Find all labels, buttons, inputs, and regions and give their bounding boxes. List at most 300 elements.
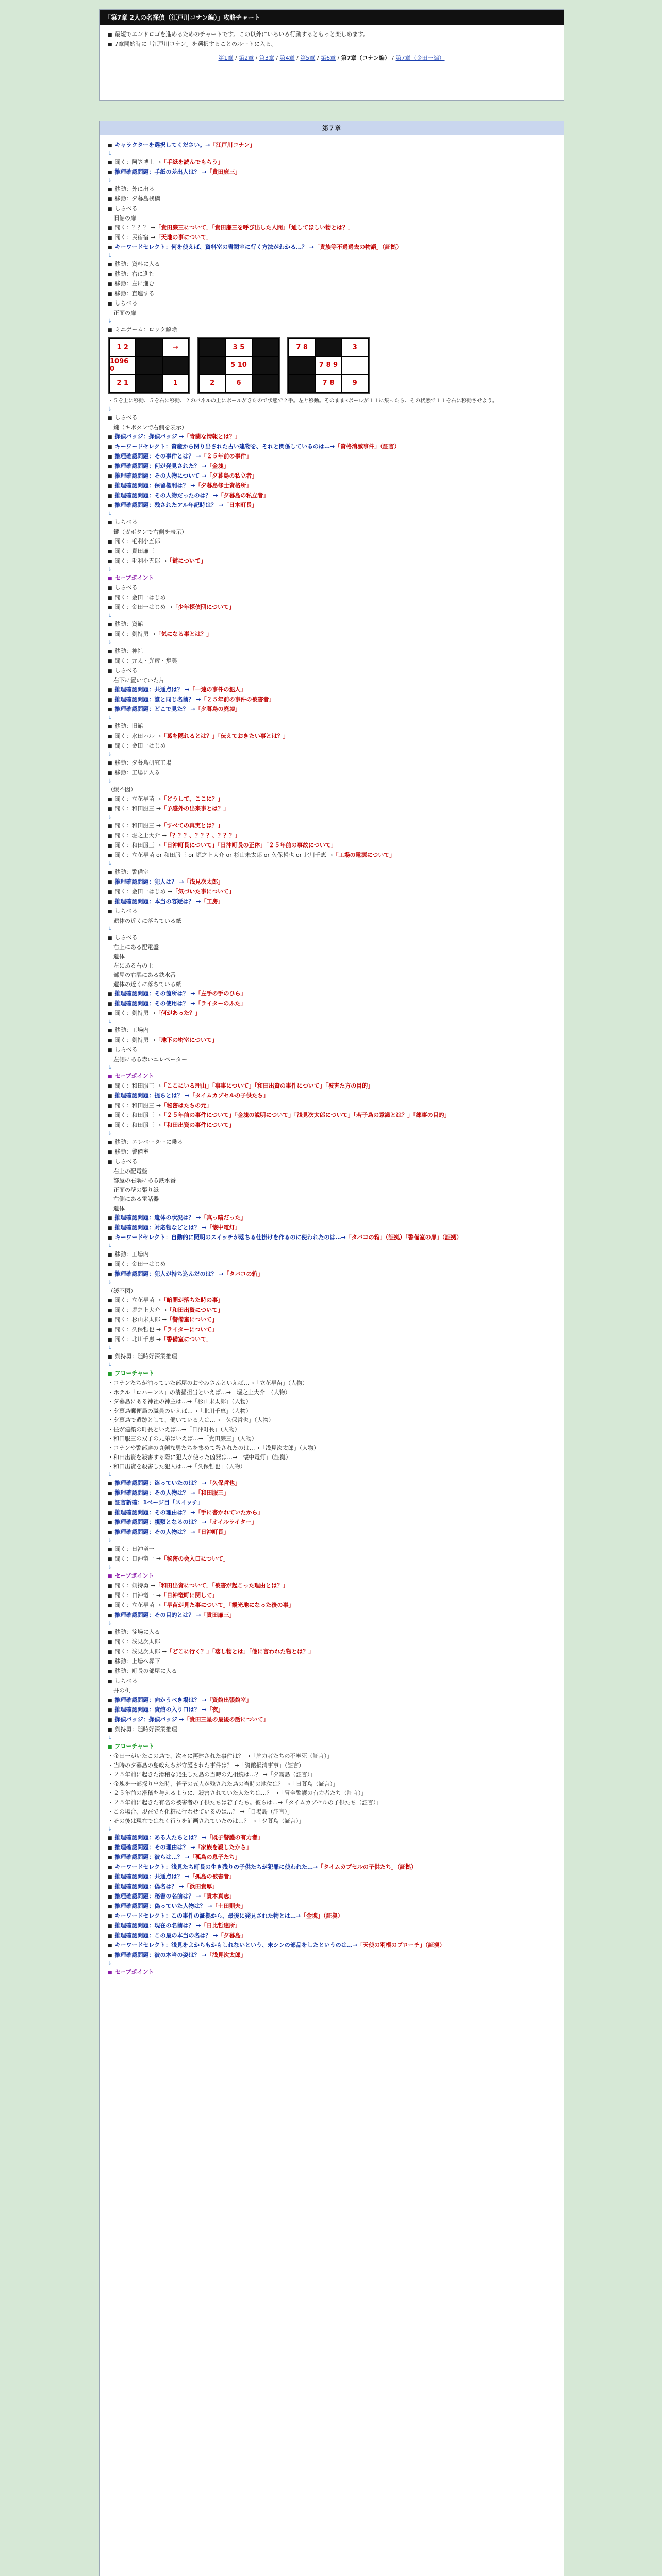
- page-title: 「第7章 2人の名探偵（江戸川コナン編）」攻略チャート: [100, 10, 564, 25]
- step-answer: 「金塊」（証拠）: [301, 1912, 343, 1919]
- chart-step: [108, 794, 555, 804]
- step-label: 移動：右に進む: [114, 270, 155, 277]
- chart-note: ・２５年前に起きた滑稽な発生した島の当時の先相続は…？ →「夕霧島（証言）」: [108, 1771, 316, 1778]
- puzzle-cell: 7 8: [316, 375, 341, 392]
- chart-step: [108, 1892, 555, 1902]
- step-label: 推理確認問題：その人物は？ →: [114, 1529, 195, 1535]
- step-answer: 「オイルライター」: [206, 1519, 257, 1526]
- step-answer: 「すべての真実とは？」: [161, 822, 224, 829]
- step-answer: 「夜」: [206, 1706, 224, 1713]
- step-answer: 「金塊」: [206, 463, 229, 469]
- step-label: 移動：淀場に入る: [114, 1629, 160, 1635]
- nav-separator: /: [315, 55, 321, 61]
- step-label: 推理確認問題：秘書の名前は？ →: [114, 1893, 201, 1900]
- puzzle-cell: [136, 339, 161, 356]
- step-answer: 「一連の事件の犯人」: [189, 686, 246, 693]
- step-label: 移動：左に進む: [114, 280, 155, 287]
- puzzle-cell: 3: [342, 339, 368, 356]
- chart-step: [108, 260, 555, 269]
- step-answer: 「早苗が見た事について」「観光地になった後の事」: [161, 1602, 294, 1608]
- step-label: 推理確認問題：ある人たちとは？ →: [114, 1834, 207, 1841]
- chapter-nav-link[interactable]: 第6章: [321, 55, 336, 61]
- chart-step: [108, 1045, 555, 1055]
- step-label: 推理確認問題：誰と同じ名前？ →: [114, 696, 201, 703]
- step-answer: 「警備室について」: [161, 1336, 212, 1343]
- step-label: 聞く：剣持勇 →: [114, 1582, 156, 1589]
- step-label: 推理確認問題：現在の名前は？ →: [114, 1922, 201, 1929]
- step-answer: 「天地の事について」: [155, 234, 212, 241]
- chart-step: [108, 556, 555, 566]
- step-label: キーワードセレクト：何を使えば、資料室の書類室に行く方法がわかる…？ →: [114, 244, 315, 250]
- step-answer: 「２５年前の事件について」「金塊の説明について」「浅見次太郎について」「若子島の意識とは？」「練事の目的」: [161, 1112, 450, 1118]
- chart-note: ・夕暮島にある神社の神主は…→「杉山未太郎」（人物）: [108, 1398, 252, 1405]
- step-label: 推理確認問題：手紙の差出人は？ →: [114, 168, 207, 175]
- step-label: 聞く：阿笠博士 →: [114, 159, 161, 165]
- chart-step: [108, 1121, 555, 1130]
- chart-note: ・和田服三の双子の兄弟はいえば…→「貴田廉三」（人物）: [108, 1435, 257, 1442]
- chart-step: [108, 233, 555, 243]
- arrow-down: ↓: [108, 715, 112, 721]
- arrow-down: ↓: [108, 861, 112, 867]
- chapter-nav-link[interactable]: 第3章: [259, 55, 274, 61]
- flowchart-heading: ■ フローチャート: [108, 1369, 555, 1379]
- step-label: 移動：資館: [114, 621, 143, 628]
- arrow-down: ↓: [108, 1621, 112, 1626]
- step-answer: 「手に書かれていたから」: [195, 1509, 263, 1516]
- step-label: 証言新確：1ページ目「スイッチ」: [114, 1499, 204, 1506]
- step-label: 推理確認問題：提ちとは？ →: [114, 1092, 190, 1099]
- step-label: しらべる: [114, 908, 138, 914]
- step-label: 聞く：金田一はじめ: [114, 1261, 166, 1267]
- note-line: ■ 最短でエンドロゴを進めるためのチャートです。この以外にいろいろ行動するともっと楽しめます。: [108, 30, 555, 40]
- chart-step: [108, 1911, 555, 1921]
- chart-step: [108, 1853, 555, 1862]
- chart-step: [108, 1833, 555, 1843]
- chart-step: [108, 1921, 555, 1931]
- step-answer: 「貴田三星の最後の話について」: [184, 1716, 269, 1723]
- chart-step: [108, 1260, 555, 1269]
- chart-step: [108, 1233, 555, 1243]
- chart-step: [108, 887, 555, 897]
- chart-step: [108, 877, 555, 887]
- chart-step: [108, 547, 555, 556]
- step-label: 剣持勇：随時好深業推理: [114, 1726, 177, 1733]
- step-label: キャラクターを選択してください。→: [114, 142, 210, 148]
- arrow-down: ↓: [108, 178, 112, 183]
- step-answer: 「タイムカプセルの子供たち」（証拠）: [318, 1863, 417, 1870]
- chart-step: [108, 462, 555, 471]
- chart-step: [108, 666, 555, 676]
- chart-step: [108, 1591, 555, 1601]
- step-answer: 「貴田廉三について」「貴田廉三を呼び出した人間」「通してほしい物とは？」: [155, 224, 354, 231]
- chart-step: [108, 1628, 555, 1637]
- step-answer: 「資館出張館室」: [206, 1697, 252, 1703]
- arrow-down: ↓: [108, 613, 112, 619]
- save-point: ■ セーブポイント: [108, 573, 555, 583]
- step-answer: 「和田服三」: [195, 1489, 229, 1496]
- step-answer: 「夕暮島修士資格所」: [195, 482, 252, 489]
- arrow-down: ↓: [108, 318, 112, 324]
- chart-step: [108, 1352, 555, 1362]
- step-answer: 「ライターについて」: [161, 1326, 218, 1333]
- chart-step: [108, 1091, 555, 1101]
- step-label: 推理確認問題：その目的とは？ →: [114, 1612, 201, 1618]
- chapter-nav-link[interactable]: 第4章: [279, 55, 295, 61]
- step-label: 聞く：浅見次太郎 →: [114, 1648, 167, 1655]
- lock-puzzle: [108, 337, 555, 394]
- arrow-down: ↓: [108, 567, 112, 572]
- chart-step: [108, 722, 555, 732]
- chart-step: [108, 1026, 555, 1036]
- step-label: 聞く：剣持勇 →: [114, 1037, 156, 1043]
- step-label: 推理確認問題：彼らは…？ →: [114, 1854, 190, 1860]
- arrow-down: ↓: [108, 778, 112, 784]
- chart-step: [108, 413, 555, 423]
- step-label: 聞く：貴田廉三: [114, 548, 155, 554]
- arrow-down: ↓: [108, 1065, 112, 1071]
- nav-separator: /: [233, 55, 239, 61]
- step-answer: 「どうして、ここに？」: [161, 795, 224, 802]
- step-label: 推理確認問題：犯人が持ち込んだのは？ →: [114, 1270, 224, 1277]
- chart-step: [108, 194, 555, 204]
- step-answer: 「タバコの箱」（証拠）「警備室の扉」（証拠）: [345, 1234, 462, 1241]
- chart-step: [108, 989, 555, 999]
- chart-step: [108, 1725, 555, 1735]
- step-label: 移動：外に出る: [114, 185, 155, 192]
- step-label: 探偵バッジ：探偵バッジ →: [114, 1716, 184, 1723]
- arrow-down: ↓: [108, 1565, 112, 1570]
- step-label: 推理確認問題：その事件とは？ →: [114, 453, 201, 460]
- arrow-down: ↓: [108, 1345, 112, 1351]
- puzzle-cell: 1096 0: [110, 357, 135, 374]
- step-label: しらべる: [114, 934, 138, 941]
- chart-step: [108, 1951, 555, 1960]
- step-label: 推理確認問題：資館の入り口は？ →: [114, 1706, 207, 1713]
- save-point: ■ セーブポイント: [108, 1072, 555, 1081]
- chart-step: [108, 204, 555, 214]
- step-answer: 「秘密はたちの元」: [161, 1102, 212, 1109]
- step-label: 聞く：民宿宿 →: [114, 234, 156, 241]
- step-label: 剣持勇：随時好深業推理: [114, 1353, 177, 1360]
- chart-step: [108, 1213, 555, 1223]
- arrow-down: ↓: [108, 1131, 112, 1137]
- chart-step: [108, 758, 555, 768]
- chart-step: [108, 1325, 555, 1335]
- step-label: 聞く：毛利小五郎: [114, 538, 160, 545]
- step-label: 聞く：和田服三 →: [114, 805, 161, 812]
- step-label: 推理確認問題：その人物について →: [114, 472, 207, 479]
- chapter-nav: [108, 54, 555, 62]
- step-label: 聞く：元太・光彦・歩美: [114, 657, 177, 664]
- chapter-nav-link[interactable]: 第1章: [218, 55, 234, 61]
- step-answer: 「少年探偵団について」: [172, 604, 235, 611]
- chapter-nav-link[interactable]: 第7章（金田一編）: [395, 55, 445, 61]
- chart-step: [108, 897, 555, 907]
- arrow-down: ↓: [108, 151, 112, 157]
- step-label: 移動：旧館: [114, 723, 143, 730]
- chart-step: [108, 1147, 555, 1157]
- step-label: 聞く：金田一はじめ: [114, 594, 166, 601]
- chart-step: [108, 1902, 555, 1911]
- step-answer: 「工房」: [201, 898, 224, 905]
- step-label: しらべる: [114, 519, 138, 526]
- chart-step: [108, 1872, 555, 1882]
- chart-note: ・和田出資を殺害する際に犯人が使った凶器は…→「懐中電灯」（証拠）: [108, 1454, 291, 1461]
- step-label: キーワードセレクト：自動的に照明のスイッチが落ちる仕掛けを作るのに使われたのは…→: [114, 1234, 346, 1241]
- chart-note: 左側にある赤いエレベーター: [108, 1056, 187, 1063]
- step-label: 推理確認問題：共通点は？ →: [114, 1873, 190, 1880]
- step-label: 推理確認問題：その箇所は？ →: [114, 990, 195, 997]
- chart-note: ・この場合、現在でも化粧に行わせているのは…？ →「日湯島（証言）」: [108, 1808, 293, 1815]
- arrow-down: ↓: [108, 511, 112, 517]
- arrow-down: ↓: [108, 253, 112, 259]
- chart-step: [108, 1882, 555, 1892]
- chart-step: [108, 501, 555, 511]
- step-label: 聞く：立花早苗 or 和田服三 or 堀之上大介 or 杉山未太郎 or 久保哲也 or 北川千恵 →: [114, 852, 333, 858]
- note-line: ■ 7章開始時に「江戸川コナン」を選択することのルートに入る。: [108, 40, 555, 49]
- chart-step: [108, 1306, 555, 1315]
- chart-step: [108, 141, 555, 150]
- chart-note: ・夕暮島郵便局の職員のいえば…→「北川千恵」（人物）: [108, 1408, 252, 1414]
- puzzle-cell: 3 5: [226, 339, 251, 356]
- step-answer: 「ライターのふた」: [195, 1000, 246, 1007]
- step-label: 聞く：和田服三 →: [114, 842, 161, 849]
- chart-note: ・ホテル「ロハーンス」の清掃担当といえば…→「堀之上大介」（人物）: [108, 1389, 291, 1396]
- step-label: しらべる: [114, 667, 138, 674]
- flowchart-heading: ■ フローチャート: [108, 1742, 555, 1752]
- step-label: 推理確認問題：この最の本当の名は？ →: [114, 1932, 218, 1939]
- step-label: 聞く：？？？ →: [114, 224, 156, 231]
- chart-step: [108, 1009, 555, 1019]
- chart-step: [108, 907, 555, 917]
- chart-step: [108, 325, 555, 335]
- arrow-down: ↓: [108, 406, 112, 412]
- step-answer: 「天使の羽根のブローチ」（証拠）: [357, 1942, 445, 1948]
- chart-step: [108, 1657, 555, 1667]
- chart-step: [108, 223, 555, 233]
- step-label: 聞く：日沖竜一 →: [114, 1555, 161, 1562]
- chapter-nav-link[interactable]: 第5章: [300, 55, 316, 61]
- chart-note: 鍵（キボタンで右側を表示）: [108, 424, 187, 431]
- step-label: 聞く：日沖竜一 →: [114, 1592, 161, 1599]
- puzzle-cell: 6: [226, 375, 251, 392]
- nav-separator: /: [274, 55, 280, 61]
- step-label: 聞く：日沖竜一: [114, 1546, 155, 1552]
- chart-step: [108, 741, 555, 751]
- chart-step: [108, 1138, 555, 1147]
- step-label: 推理確認問題：その人物は？ →: [114, 1489, 195, 1496]
- header-body: [100, 25, 564, 67]
- step-answer: 「貴田廉三」: [201, 1612, 235, 1618]
- step-label: 探偵バッジ：探偵バッジ →: [114, 433, 184, 440]
- step-answer: 「？？？、？？？、？？？」: [167, 832, 241, 839]
- step-answer: 「どこに行く？」「落し物とは」「他に言われた物とは？」: [167, 1648, 315, 1655]
- chart-note: ・コナンたちが泊っていた部屋のおやみさんといえば…→「立花早苗」（人物）: [108, 1380, 308, 1386]
- nav-separator: /: [254, 55, 259, 61]
- chart-step: [108, 1036, 555, 1045]
- step-label: 聞く：毛利小五郎 →: [114, 557, 167, 564]
- step-label: 聞く：金田一はじめ: [114, 742, 166, 749]
- save-point: ■ セーブポイント: [108, 1968, 555, 1977]
- chart-note: 部屋の右隅にある鉄水番: [108, 1177, 176, 1184]
- step-label: しらべる: [114, 584, 138, 591]
- step-label: 移動：上場へ昇下: [114, 1658, 160, 1665]
- chart-step: [108, 491, 555, 501]
- arrow-down: ↓: [108, 1362, 112, 1368]
- chart-step: [108, 452, 555, 462]
- step-label: 移動：警備室: [114, 869, 149, 875]
- step-label: キーワードセレクト：資産から関り出された古い建物を、それと関係しているのは…→: [114, 443, 335, 450]
- step-answer: 「地下の密室について」: [155, 1037, 218, 1043]
- arrow-down: ↓: [108, 926, 112, 932]
- chart-note: 正面の扉: [108, 310, 136, 316]
- step-label: 聞く：金田一はじめ →: [114, 604, 173, 611]
- puzzle-cell: 2: [200, 375, 225, 392]
- step-answer: 「貴田廉三」: [206, 168, 241, 175]
- chart-step: [108, 647, 555, 656]
- puzzle-cell: [136, 375, 161, 392]
- step-label: 移動：工場に入る: [114, 769, 160, 776]
- chart-step: [108, 630, 555, 639]
- step-answer: 「青蘭な情報とは？」: [184, 433, 241, 440]
- step-answer: 「家族を殺したから」: [195, 1844, 252, 1851]
- chart-step: [108, 1931, 555, 1941]
- chart-note: 右側にある電話器: [108, 1196, 159, 1202]
- chart-step: [108, 184, 555, 194]
- chart-step: [108, 442, 555, 452]
- step-answer: 「葛を隠れるとは？」「伝えておきたい事とは？」: [161, 733, 289, 739]
- step-answer: 「ここにいる理由」「事事について」「和田出資の事件について」「被害た方の目的」: [161, 1082, 374, 1089]
- chart-step: [108, 831, 555, 841]
- step-label: しらべる: [114, 1677, 138, 1684]
- step-label: 移動：神社: [114, 648, 143, 654]
- step-label: 推理確認問題：共通点は？ →: [114, 686, 190, 693]
- chart-step: [108, 603, 555, 613]
- puzzle-cell: [253, 339, 278, 356]
- step-answer: 「既子警護の有力者」: [206, 1834, 263, 1841]
- arrow-down: ↓: [108, 1826, 112, 1832]
- chart-step: [108, 1667, 555, 1676]
- step-label: 推理確認問題：親類となるのは？ →: [114, 1519, 207, 1526]
- step-label: 移動：直進する: [114, 290, 155, 297]
- arrow-down: ↓: [108, 1019, 112, 1025]
- save-point: ■ セーブポイント: [108, 1571, 555, 1581]
- chart-note: 遺体の近くに落ちている紙: [108, 981, 181, 988]
- chart-note: 遺体: [108, 1205, 125, 1212]
- step-label: 推理確認問題：向かうべき場は？ →: [114, 1697, 207, 1703]
- chart-step: [108, 1081, 555, 1091]
- step-answer: 「秘密の会入口について」: [161, 1555, 229, 1562]
- step-label: 聞く：立花早苗 →: [114, 795, 161, 802]
- step-answer: 「貴族等不過過去の物語」（証拠）: [314, 244, 402, 250]
- step-answer: 「手紙を読んでもらう」: [161, 159, 224, 165]
- chart-note: 右下に置いていた片: [108, 677, 164, 684]
- step-label: 推理確認問題：その人物だったのは？ →: [114, 492, 218, 499]
- step-label: 移動：資料に入る: [114, 261, 160, 267]
- chart-step: [108, 243, 555, 252]
- step-label: 推理確認問題：その理由は？ →: [114, 1509, 195, 1516]
- chart-step: [108, 583, 555, 593]
- chart-step: [108, 481, 555, 491]
- step-answer: 「孤島の被害者」: [189, 1873, 235, 1880]
- step-answer: 「日比哲達所」: [201, 1922, 241, 1929]
- chart-step: [108, 999, 555, 1009]
- chapter-nav-link[interactable]: 第2章: [239, 55, 254, 61]
- nav-separator: /: [294, 55, 301, 61]
- step-answer: 「タバコの箱」: [223, 1270, 263, 1277]
- chapter-title: 第７章: [100, 121, 564, 135]
- step-answer: 「日沖町長について」「日沖町長の正体」「２５年前の事故について」: [161, 842, 337, 849]
- puzzle-cell: [316, 339, 341, 356]
- chart-note: ・金田一がいたこの島で、次々に再建された事件は？ →「危力者たちの不審死（証言）」: [108, 1753, 333, 1759]
- puzzle-cell: [163, 357, 188, 374]
- chart-step: [108, 685, 555, 695]
- puzzle-cell: 1: [163, 375, 188, 392]
- chart-step: [108, 1545, 555, 1554]
- step-answer: 「和田出資について」: [167, 1307, 224, 1313]
- step-answer: 「警備室について」: [167, 1316, 218, 1323]
- step-label: 聞く：和田服三 →: [114, 1122, 161, 1128]
- chart-step: [108, 851, 555, 860]
- step-label: 聞く：杉山未太郎 →: [114, 1316, 167, 1323]
- step-label: 聞く：堀之上大介 →: [114, 832, 167, 839]
- puzzle-cell: 7 8: [289, 339, 315, 356]
- chart-step: [108, 1488, 555, 1498]
- arrow-down: ↓: [108, 1735, 112, 1741]
- step-answer: 「夕暮島の私立者」: [218, 492, 269, 499]
- chart-step: [108, 1315, 555, 1325]
- step-label: 推理確認問題：本当の容疑は？ →: [114, 898, 201, 905]
- step-label: 推理確認問題：対応物などとは？ →: [114, 1224, 207, 1231]
- step-answer: 「２５年前の事件の被害者」: [201, 696, 275, 703]
- chapter-nav-link[interactable]: 第7章（コナン編）: [341, 55, 390, 61]
- puzzle-cell: 5 10: [226, 357, 251, 374]
- step-answer: 「資格消滅事件」（証言）: [335, 443, 400, 450]
- step-label: 聞く：剣持勇 →: [114, 1010, 156, 1016]
- step-label: キーワードセレクト：この事件の証拠から、最後に発見された物とは…→: [114, 1912, 301, 1919]
- step-answer: 「気になる事とは？」: [155, 631, 212, 637]
- chart-step: [108, 1111, 555, 1121]
- step-answer: 「浜田貴厚」: [184, 1883, 218, 1890]
- chart-note: 遺体: [108, 953, 125, 960]
- step-label: 推理確認問題：犯人は？ →: [114, 878, 184, 885]
- chart-step: [108, 620, 555, 630]
- chart-step: [108, 1696, 555, 1705]
- arrow-down: ↓: [108, 1280, 112, 1285]
- step-answer: 「暗闇が落ちた時の事」: [161, 1297, 224, 1303]
- puzzle-cell: 7 8 9: [316, 357, 341, 374]
- step-label: キーワードセレクト：浅見をよからもかもしれないという、未シンの部品をしたというのは…→: [114, 1942, 357, 1948]
- chart-note: （緩不図）: [108, 786, 136, 793]
- step-label: しらべる: [114, 300, 138, 307]
- chart-note: ・住が建築の町長といえば…→「日沖町長」（人物）: [108, 1426, 240, 1433]
- step-label: 移動：夕暮島研究工場: [114, 759, 172, 766]
- step-label: 移動：町長の部屋に入る: [114, 1668, 177, 1674]
- chart-note: 左にある右の上: [108, 962, 153, 969]
- step-label: 聞く：和田服三 →: [114, 822, 161, 829]
- puzzle-cell: [289, 357, 315, 374]
- step-answer: 「貴本真志」: [201, 1893, 235, 1900]
- step-label: 聞く：堀之上大介 →: [114, 1307, 167, 1313]
- chart-note: 右上にある配電盤: [108, 944, 159, 951]
- step-answer: 「和田出資の事件について」: [161, 1122, 235, 1128]
- step-answer: 「タイムカプセルの子供たち」: [189, 1092, 269, 1099]
- chart-step: [108, 804, 555, 814]
- step-label: 聞く：和田服三 →: [114, 1112, 161, 1118]
- step-label: 推理確認問題：その理由は？ →: [114, 1844, 195, 1851]
- chart-step: [108, 1676, 555, 1686]
- chart-note: ・和田出資を殺害した犯人は…→「久保哲也」（人物）: [108, 1463, 246, 1470]
